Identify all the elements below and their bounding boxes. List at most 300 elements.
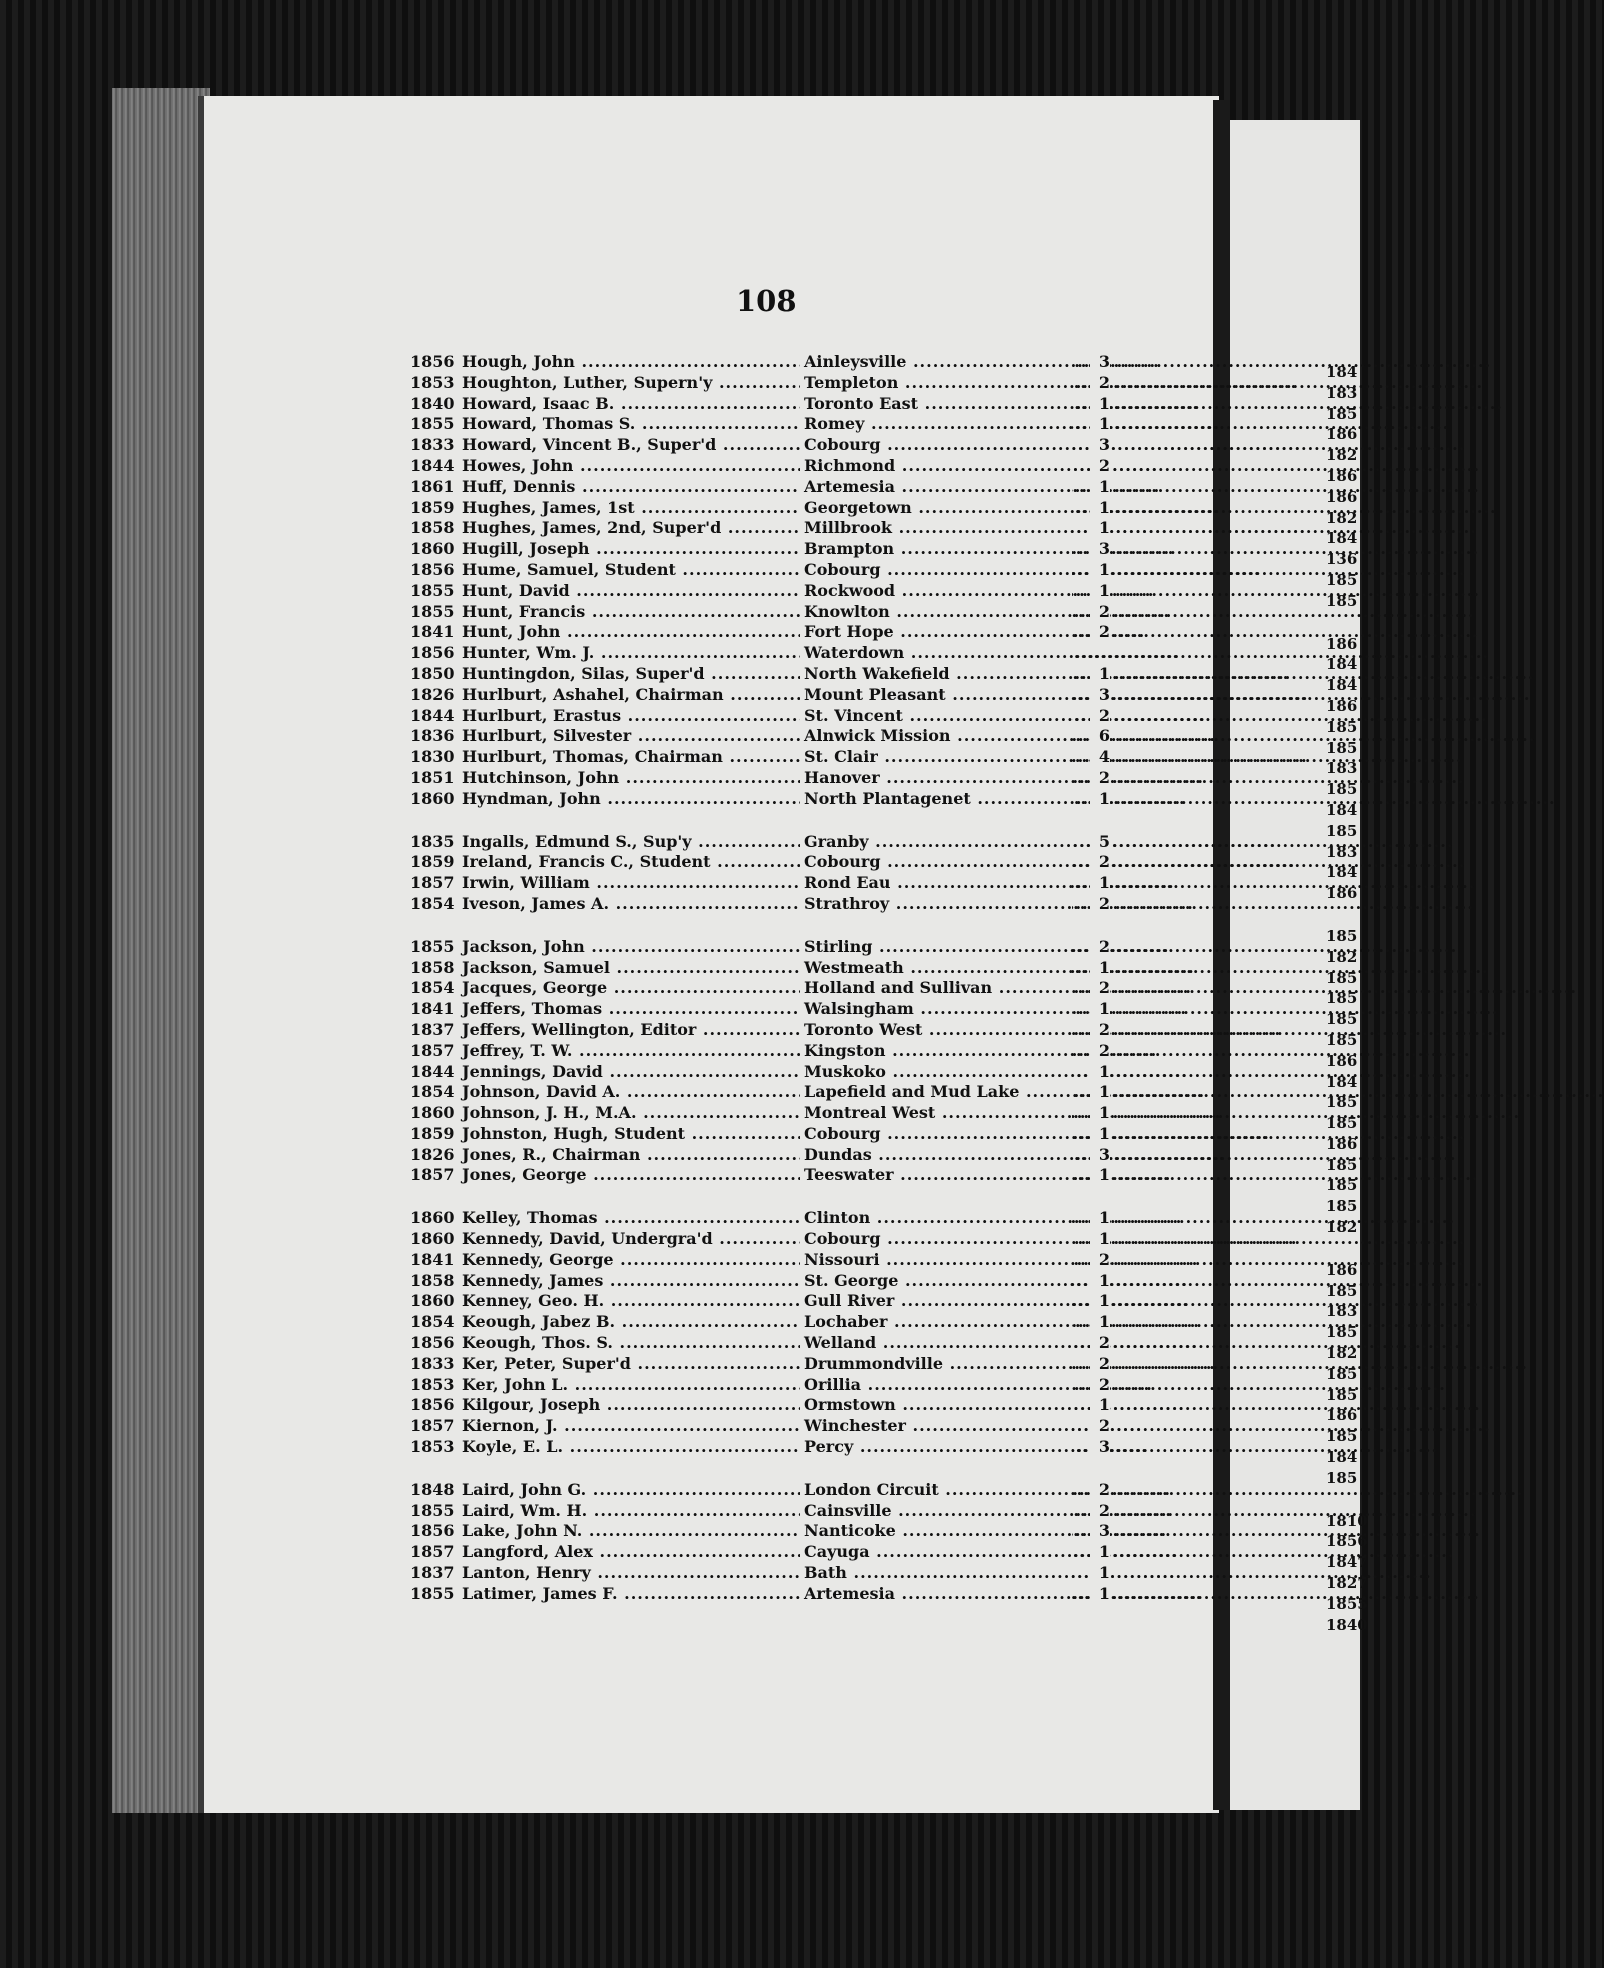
entry-row (410, 685, 1110, 706)
entry-count: 1 (1090, 958, 1110, 979)
book-page-edges (112, 88, 210, 1813)
entry-year: 1857 (410, 1542, 455, 1562)
entry-name: Hughes, James, 2nd, Super'd ..... (462, 518, 852, 539)
entry-place: Walsingham ..... (800, 999, 1072, 1020)
entry-place: St. George ..... (800, 1271, 1072, 1292)
entry-row (410, 539, 1110, 560)
entry-count: 4 (1090, 747, 1110, 768)
entry-name: Huntingdon, Silas, Super'd ..... (462, 664, 852, 685)
entry-year: 1856 (410, 1333, 455, 1353)
entry-count: 1 (1090, 394, 1110, 415)
entry-row (410, 706, 1110, 727)
entry-name: Johnson, David A. ..... (462, 1082, 852, 1103)
entry-place: Ormstown ..... (800, 1395, 1072, 1416)
entry-name: Hurlburt, Silvester ..... (462, 726, 852, 747)
entry-row (410, 1145, 1110, 1166)
entry-name: Iveson, James A. ..... (462, 894, 852, 915)
entry-name: Kenney, Geo. H. ..... (462, 1291, 852, 1312)
entry-name: Kiernon, J. ..... (462, 1416, 852, 1437)
entry-row (410, 1041, 1110, 1062)
entry-place: Artemesia ..... (800, 1584, 1072, 1605)
entry-place: Richmond ..... (800, 456, 1072, 477)
facing-year: 183 (1326, 842, 1358, 861)
entry-row (410, 1229, 1110, 1250)
entry-place: Lochaber ..... (800, 1312, 1072, 1333)
facing-year: 1810 (1326, 1511, 1368, 1530)
entry-year: 1860 (410, 1291, 455, 1311)
facing-year: 185 (1326, 1155, 1358, 1174)
entry-count: 2 (1090, 1041, 1110, 1062)
entry-count: 2 (1090, 1333, 1110, 1354)
entry-count: 6 (1090, 726, 1110, 747)
entry-row (410, 1271, 1110, 1292)
entry-row (410, 1437, 1110, 1458)
facing-year-group (1326, 1260, 1360, 1489)
facing-year: 184 (1326, 363, 1358, 381)
entry-name: Kennedy, George ..... (462, 1250, 852, 1271)
entry-row (410, 1165, 1110, 1186)
entry-place: Holland and Sullivan ..... (800, 978, 1072, 999)
facing-year: 184 (1326, 1448, 1358, 1467)
entry-count: 1 (1090, 1395, 1110, 1416)
entry-row (410, 768, 1110, 789)
entry-year: 1857 (410, 1165, 455, 1185)
entry-count: 1 (1090, 1165, 1110, 1186)
entry-count: 2 (1090, 852, 1110, 873)
entry-row (410, 852, 1110, 873)
entry-place: Percy ..... (800, 1437, 1072, 1458)
entry-row (410, 1312, 1110, 1333)
entry-name: Lanton, Henry ..... (462, 1563, 852, 1584)
facing-year: 185 (1326, 1281, 1358, 1300)
entry-name: Hutchinson, John ..... (462, 768, 852, 789)
entry-row (410, 1375, 1110, 1396)
entry-place: Muskoko ..... (800, 1062, 1072, 1083)
entry-row (410, 1103, 1110, 1124)
entry-row (410, 373, 1110, 394)
entry-year: 1853 (410, 372, 455, 392)
entry-place: Drummondville ..... (800, 1354, 1072, 1375)
entry-name: Lake, John N. ..... (462, 1521, 852, 1542)
facing-year: 185 (1326, 738, 1358, 757)
facing-year: 185 (1326, 1197, 1358, 1216)
entry-place: Lapefield and Mud Lake ..... (800, 1082, 1072, 1103)
entry-place: Knowlton ..... (800, 602, 1072, 623)
entry-place: Cobourg ..... (800, 560, 1072, 581)
entry-place: Mount Pleasant ..... (800, 685, 1072, 706)
facing-year: 184 (1326, 1072, 1358, 1091)
entry-count: 1 (1090, 1208, 1110, 1229)
facing-year: 186 (1326, 466, 1358, 485)
entry-year: 1857 (410, 1040, 455, 1060)
entry-row (410, 1291, 1110, 1312)
facing-year: 185 (1326, 1114, 1358, 1133)
entry-place: Winchester ..... (800, 1416, 1072, 1437)
facing-year-group (1326, 634, 1360, 904)
facing-year: 183 (1326, 759, 1358, 778)
entry-count: 3 (1090, 352, 1110, 373)
entry-place: London Circuit ..... (800, 1480, 1072, 1501)
entry-name: Irwin, William ..... (462, 873, 852, 894)
entry-row (410, 937, 1110, 958)
entry-name: Hough, John ..... (462, 352, 852, 373)
entry-year: 1841 (410, 622, 455, 642)
facing-year: 184 (1326, 800, 1358, 819)
entry-year: 1855 (410, 414, 455, 434)
entry-name: Ker, John L. ..... (462, 1375, 852, 1396)
facing-year: 185 (1326, 821, 1358, 840)
entry-place: Hanover ..... (800, 768, 1072, 789)
entry-row (410, 1501, 1110, 1522)
entry-place: Orillia ..... (800, 1375, 1072, 1396)
entry-year: 1860 (410, 788, 455, 808)
facing-year: 185 (1326, 1093, 1358, 1112)
entry-count: 2 (1090, 622, 1110, 643)
entry-row (410, 978, 1110, 999)
facing-year: 186 (1326, 1051, 1358, 1070)
entry-name: Jeffers, Wellington, Editor ..... (462, 1020, 852, 1041)
entry-year: 1854 (410, 893, 455, 913)
entry-count: 1 (1090, 581, 1110, 602)
facing-year: 1827 (1326, 1574, 1368, 1593)
entry-count: 2 (1090, 373, 1110, 394)
entry-row (410, 456, 1110, 477)
entry-place: Cobourg ..... (800, 1124, 1072, 1145)
entry-count: 2 (1090, 768, 1110, 789)
entry-group (410, 1480, 1110, 1605)
entry-place: Granby ..... (800, 832, 1072, 853)
entry-count: 1 (1090, 1103, 1110, 1124)
entry-count: 1 (1090, 477, 1110, 498)
entry-year: 1854 (410, 978, 455, 998)
entry-place: North Wakefield ..... (800, 664, 1072, 685)
facing-year: 186 (1326, 1260, 1358, 1279)
entry-place: North Plantagenet ..... (800, 789, 1072, 810)
entry-year: 1856 (410, 1521, 455, 1541)
entry-count: 3 (1090, 685, 1110, 706)
entry-name: Jackson, Samuel ..... (462, 958, 852, 979)
entry-place: Brampton ..... (800, 539, 1072, 560)
entry-name: Hunt, Francis ..... (462, 602, 852, 623)
entry-row (410, 352, 1110, 373)
facing-year: 1855 (1326, 1594, 1368, 1613)
entry-count: 1 (1090, 414, 1110, 435)
entry-place: Cobourg ..... (800, 852, 1072, 873)
entry-count: 1 (1090, 1124, 1110, 1145)
entry-name: Koyle, E. L. ..... (462, 1437, 852, 1458)
facing-year: 185 (1326, 1364, 1358, 1383)
entry-count: 1 (1090, 1312, 1110, 1333)
entry-name: Hunt, David ..... (462, 581, 852, 602)
entry-row (410, 1395, 1110, 1416)
entry-year: 1844 (410, 1061, 455, 1081)
entry-name: Howard, Isaac B. ..... (462, 394, 852, 415)
entry-count: 1 (1090, 560, 1110, 581)
entry-name: Ingalls, Edmund S., Sup'y ..... (462, 832, 852, 853)
facing-year: 185 (1326, 989, 1358, 1008)
entry-row (410, 832, 1110, 853)
entry-name: Laird, Wm. H. ..... (462, 1501, 852, 1522)
entry-place: St. Vincent ..... (800, 706, 1072, 727)
facing-year: 182 (1326, 508, 1358, 527)
facing-year-group (1326, 926, 1360, 1238)
entry-place: Rockwood ..... (800, 581, 1072, 602)
entry-year: 1853 (410, 1374, 455, 1394)
entry-name: Jennings, David ..... (462, 1062, 852, 1083)
entry-place: Cayuga ..... (800, 1542, 1072, 1563)
entry-year: 1841 (410, 1249, 455, 1269)
entry-row (410, 394, 1110, 415)
entry-name: Keough, Jabez B. ..... (462, 1312, 852, 1333)
entry-place: Alnwick Mission ..... (800, 726, 1072, 747)
entry-count: 1 (1090, 1563, 1110, 1584)
entry-place: Artemesia ..... (800, 477, 1072, 498)
entry-name: Hurlburt, Erastus ..... (462, 706, 852, 727)
entry-year: 1857 (410, 873, 455, 893)
entry-year: 1851 (410, 767, 455, 787)
entry-count: 2 (1090, 1250, 1110, 1271)
facing-year: 186 (1326, 1406, 1358, 1425)
entry-place: Stirling ..... (800, 937, 1072, 958)
facing-year: 185 (1326, 1176, 1358, 1195)
entry-row (410, 789, 1110, 810)
entry-row (410, 1333, 1110, 1354)
entry-place: Toronto East ..... (800, 394, 1072, 415)
facing-year: 182 (1326, 1344, 1358, 1363)
entry-year: 1859 (410, 497, 455, 517)
entry-count: 2 (1090, 706, 1110, 727)
entry-year: 1855 (410, 1500, 455, 1520)
entry-count: 1 (1090, 1584, 1110, 1605)
entry-place: Welland ..... (800, 1333, 1072, 1354)
entry-year: 1856 (410, 643, 455, 663)
entry-place: Georgetown ..... (800, 498, 1072, 519)
entry-row (410, 1480, 1110, 1501)
entry-place: Cainsville ..... (800, 1501, 1072, 1522)
entry-year: 1840 (410, 393, 455, 413)
facing-year: 185 (1326, 591, 1358, 610)
entry-count: 2 (1090, 937, 1110, 958)
facing-year: 183 (1326, 383, 1358, 402)
facing-year: 185 (1326, 926, 1358, 945)
entry-row (410, 1020, 1110, 1041)
entry-year: 1856 (410, 1395, 455, 1415)
entry-group (410, 352, 1110, 810)
facing-year: 185 (1326, 1323, 1358, 1342)
entry-name: Huff, Dennis ..... (462, 477, 852, 498)
entry-count: 1 (1090, 518, 1110, 539)
entry-place: Strathroy ..... (800, 894, 1072, 915)
entry-name: Jeffers, Thomas ..... (462, 999, 852, 1020)
entry-row (410, 1208, 1110, 1229)
facing-year: 185 (1326, 1030, 1358, 1049)
entry-name: Kennedy, James ..... (462, 1271, 852, 1292)
entry-name: Houghton, Luther, Supern'y ..... (462, 373, 852, 394)
entry-year: 1858 (410, 957, 455, 977)
entry-year: 1860 (410, 1208, 455, 1228)
entry-count: 2 (1090, 1416, 1110, 1437)
entry-name: Kilgour, Joseph ..... (462, 1395, 852, 1416)
entry-count: 2 (1090, 1375, 1110, 1396)
entry-name: Howard, Thomas S. ..... (462, 414, 852, 435)
entry-year: 1854 (410, 1082, 455, 1102)
entry-name: Howard, Vincent B., Super'd ..... (462, 435, 852, 456)
entry-year: 1860 (410, 539, 455, 559)
facing-year: 184 (1326, 676, 1358, 695)
entry-row (410, 1416, 1110, 1437)
entry-count: 2 (1090, 1020, 1110, 1041)
entry-count: 1 (1090, 873, 1110, 894)
facing-year: 185 (1326, 1010, 1358, 1029)
entry-name: Kennedy, David, Undergra'd ..... (462, 1229, 852, 1250)
entry-row (410, 1521, 1110, 1542)
entry-place: Nanticoke ..... (800, 1521, 1072, 1542)
entry-name: Hurlburt, Thomas, Chairman ..... (462, 747, 852, 768)
facing-year: 1856 (1326, 1532, 1368, 1551)
entry-row (410, 498, 1110, 519)
entry-name: Latimer, James F. ..... (462, 1584, 852, 1605)
entry-name: Langford, Alex ..... (462, 1542, 852, 1563)
facing-year: 182 (1326, 446, 1358, 465)
entry-year: 1859 (410, 1123, 455, 1143)
entry-place: Toronto West ..... (800, 1020, 1072, 1041)
entry-name: Jones, George ..... (462, 1165, 852, 1186)
facing-year: 185 (1326, 1427, 1358, 1446)
entry-row (410, 894, 1110, 915)
entry-year: 1856 (410, 352, 455, 371)
facing-year: 186 (1326, 696, 1358, 715)
entry-place: Waterdown ..... (800, 643, 1072, 664)
entry-name: Howes, John ..... (462, 456, 852, 477)
entry-count: 3 (1090, 1521, 1110, 1542)
entry-year: 1860 (410, 1229, 455, 1249)
facing-year: 184 (1326, 529, 1358, 548)
facing-year: 182 (1326, 1218, 1358, 1237)
entry-count: 1 (1090, 999, 1110, 1020)
entry-count: 1 (1090, 664, 1110, 685)
entry-year: 1830 (410, 747, 455, 767)
entry-place: Westmeath ..... (800, 958, 1072, 979)
entry-count: 3 (1090, 435, 1110, 456)
facing-year: 186 (1326, 487, 1358, 506)
entry-name: Hugill, Joseph ..... (462, 539, 852, 560)
entry-name: Hurlburt, Ashahel, Chairman ..... (462, 685, 852, 706)
page-number: 108 (736, 284, 797, 318)
entry-name: Hyndman, John ..... (462, 789, 852, 810)
entry-count: 3 (1090, 539, 1110, 560)
entry-place: Montreal West ..... (800, 1103, 1072, 1124)
entry-name: Hunt, John ..... (462, 622, 852, 643)
entry-row (410, 1062, 1110, 1083)
entry-count: 2 (1090, 894, 1110, 915)
entry-name: Ker, Peter, Super'd ..... (462, 1354, 852, 1375)
entry-place: Clinton ..... (800, 1208, 1072, 1229)
entry-name: Johnston, Hugh, Student ..... (462, 1124, 852, 1145)
entry-row (410, 1124, 1110, 1145)
entry-year: 1844 (410, 455, 455, 475)
entry-year: 1850 (410, 663, 455, 683)
entry-year: 1826 (410, 684, 455, 704)
entry-count: 1 (1090, 1291, 1110, 1312)
entry-name: Kelley, Thomas ..... (462, 1208, 852, 1229)
facing-year: 185 (1326, 1385, 1358, 1404)
entry-count: 5 (1090, 832, 1110, 853)
entry-group (410, 1208, 1110, 1458)
entry-name: Keough, Thos. S. ..... (462, 1333, 852, 1354)
entry-row (410, 602, 1110, 623)
facing-year: 182 (1326, 947, 1358, 966)
entry-row (410, 873, 1110, 894)
entry-count: 2 (1090, 602, 1110, 623)
entry-count: 3 (1090, 1437, 1110, 1458)
entry-year: 1837 (410, 1563, 455, 1583)
facing-year-group (1326, 1511, 1368, 1636)
entry-year: 1858 (410, 1270, 455, 1290)
entry-count: 2 (1090, 1480, 1110, 1501)
entry-year: 1833 (410, 435, 455, 455)
entry-row (410, 1354, 1110, 1375)
entry-place: Ainleysville ..... (800, 352, 1072, 373)
entry-year: 1841 (410, 999, 455, 1019)
entry-year: 1855 (410, 580, 455, 600)
entry-count: 1 (1090, 498, 1110, 519)
facing-year: 186 (1326, 425, 1358, 444)
entry-year: 1860 (410, 1103, 455, 1123)
entry-name: Jones, R., Chairman ..... (462, 1145, 852, 1166)
entry-place: St. Clair ..... (800, 747, 1072, 768)
facing-year: 1840 (1326, 1615, 1368, 1634)
entry-row (410, 958, 1110, 979)
facing-year: 185 (1326, 404, 1358, 423)
entry-year: 1836 (410, 726, 455, 746)
facing-year: 185 (1326, 1468, 1358, 1487)
entry-place: Fort Hope ..... (800, 622, 1072, 643)
entry-count: 1 (1090, 1271, 1110, 1292)
entry-row (410, 747, 1110, 768)
register-entries (410, 352, 1110, 1627)
entry-year: 1837 (410, 1019, 455, 1039)
entry-row (410, 477, 1110, 498)
entry-year: 1856 (410, 559, 455, 579)
entry-row (410, 414, 1110, 435)
facing-year: 186 (1326, 1134, 1358, 1153)
facing-year: 185 (1326, 780, 1358, 799)
entry-row (410, 1584, 1110, 1605)
entry-row (410, 581, 1110, 602)
entry-row (410, 622, 1110, 643)
entry-count: 3 (1090, 1145, 1110, 1166)
entry-year: 1858 (410, 518, 455, 538)
entry-count: 1 (1090, 1542, 1110, 1563)
entry-row (410, 1082, 1110, 1103)
entry-place: Dundas ..... (800, 1145, 1072, 1166)
entry-place: Nissouri ..... (800, 1250, 1072, 1271)
entry-name: Laird, John G. ..... (462, 1480, 852, 1501)
entry-name: Hume, Samuel, Student ..... (462, 560, 852, 581)
entry-year: 1855 (410, 1583, 455, 1603)
entry-count: 2 (1090, 978, 1110, 999)
entry-name: Hughes, James, 1st ..... (462, 498, 852, 519)
entry-place: Romey ..... (800, 414, 1072, 435)
entry-year: 1848 (410, 1479, 455, 1499)
entry-row (410, 999, 1110, 1020)
entry-year: 1857 (410, 1416, 455, 1436)
facing-year: 184 (1326, 655, 1358, 674)
entry-row (410, 726, 1110, 747)
entry-group (410, 937, 1110, 1187)
facing-year: 1847 (1326, 1553, 1368, 1572)
facing-page-years (1326, 362, 1368, 1657)
